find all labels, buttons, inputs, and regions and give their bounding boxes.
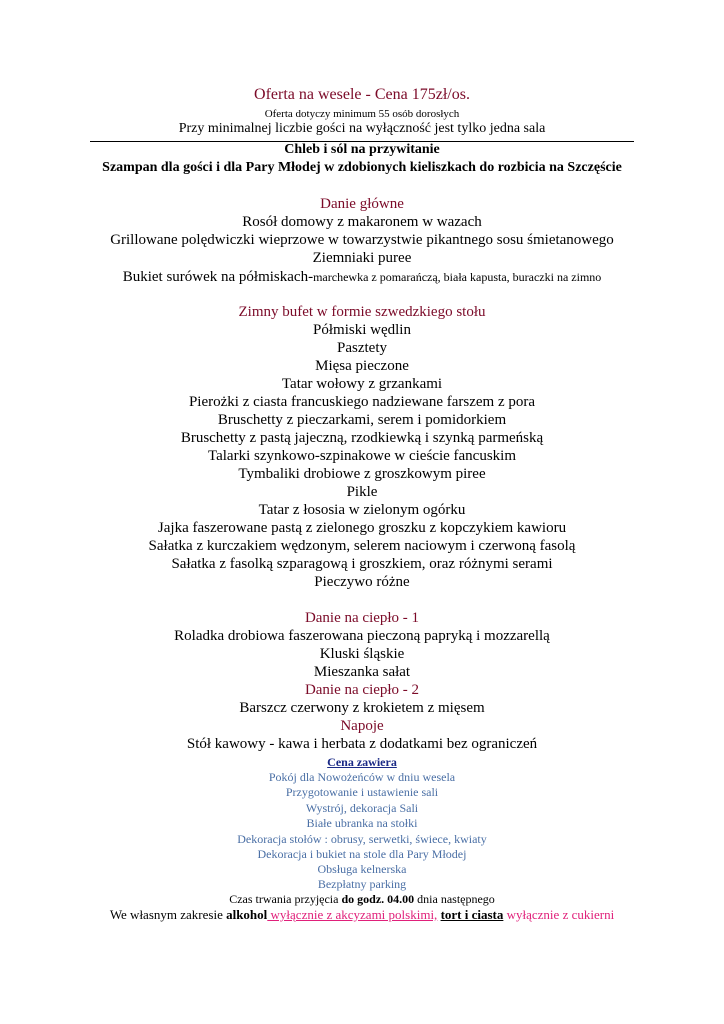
buffet-item: Bruschetty z pastą jajeczną, rzodkiewką i szynką parmeńską bbox=[180, 430, 544, 446]
drinks-item: Stół kawowy - kawa i herbata z dodatkami bez ograniczeń bbox=[186, 736, 538, 752]
alcohol-label: alkohol bbox=[226, 907, 268, 922]
cold-buffet-heading: Zimny bufet w formie szwedzkiego stołu bbox=[238, 304, 486, 320]
salads-main: Bukiet surówek na półmiskach- bbox=[122, 269, 314, 285]
buffet-item: Tymbaliki drobiowe z groszkowym piree bbox=[238, 466, 486, 482]
buffet-item: Talarki szynkowo-szpinakowe w cieście fancuskim bbox=[207, 448, 516, 464]
buffet-item: Sałatka z kurczakiem wędzonym, selerem naciowym i czerwoną fasolą bbox=[148, 538, 576, 554]
includes-item: Białe ubranka na stołki bbox=[306, 816, 418, 830]
duration-text: Czas trwania przyjęcia bbox=[229, 892, 342, 906]
cake-label: tort i ciasta bbox=[440, 907, 504, 922]
alcohol-condition: wyłącznie z akcyzami polskimi, bbox=[267, 907, 438, 922]
exclusive-note: Przy minimalnej liczbie gości na wyłączność jest tylko jedna sala bbox=[178, 121, 546, 136]
duration-line bbox=[0, 892, 724, 907]
buffet-item: Pierożki z ciasta francuskiego nadziewane farszem z pora bbox=[188, 394, 536, 410]
hot-dish-2-item: Barszcz czerwony z krokietem z mięsem bbox=[239, 700, 485, 716]
buffet-item: Sałatka z fasolką szparagową i groszkiem, oraz różnymi serami bbox=[171, 556, 553, 572]
cake-condition: wyłącznie z cukierni bbox=[503, 907, 615, 922]
bread-salt-line: Chleb i sól na przywitanie bbox=[284, 142, 440, 157]
buffet-item: Pikle bbox=[346, 484, 378, 500]
includes-item: Dekoracja i bukiet na stole dla Pary Młodej bbox=[257, 847, 467, 861]
includes-heading: Cena zawiera bbox=[327, 755, 397, 769]
hot-dish-2-heading: Danie na ciepło - 2 bbox=[304, 682, 420, 698]
own-supplies-line bbox=[0, 907, 724, 923]
min-guests-note: Oferta dotyczy minimum 55 osób dorosłych bbox=[264, 108, 460, 120]
drinks-heading: Napoje bbox=[340, 718, 384, 734]
buffet-item: Pieczywo różne bbox=[314, 574, 410, 590]
buffet-item: Pasztety bbox=[337, 340, 387, 356]
buffet-item: Mięsa pieczone bbox=[315, 358, 409, 374]
hot-dish-1-item: Mieszanka sałat bbox=[313, 664, 411, 680]
duration-time: do godz. 04.00 bbox=[341, 892, 415, 906]
main-dish-item: Grillowane polędwiczki wieprzowe w towarzystwie pikantnego sosu śmietanowego bbox=[110, 232, 614, 248]
includes-item: Pokój dla Nowożeńców w dniu wesela bbox=[268, 770, 456, 784]
buffet-item: Jajka faszerowane pastą z zielonego groszku z kopczykiem kawioru bbox=[157, 520, 567, 536]
hot-dish-1-item: Kluski śląskie bbox=[319, 646, 405, 662]
duration-suffix: dnia następnego bbox=[414, 892, 495, 906]
includes-item: Obsługa kelnerska bbox=[317, 862, 407, 876]
salads-line bbox=[0, 268, 724, 286]
main-dish-item: Ziemniaki puree bbox=[312, 250, 412, 266]
buffet-item: Półmiski wędlin bbox=[313, 322, 411, 338]
includes-item: Przygotowanie i ustawienie sali bbox=[285, 785, 439, 799]
offer-title: Oferta na wesele - Cena 175zł/os. bbox=[254, 86, 470, 103]
buffet-item: Bruschetty z pieczarkami, serem i pomidorkiem bbox=[217, 412, 507, 428]
includes-item: Bezpłatny parking bbox=[317, 877, 407, 891]
buffet-item: Tatar wołowy z grzankami bbox=[281, 376, 443, 392]
includes-item: Dekoracja stołów : obrusy, serwetki, świece, kwiaty bbox=[237, 832, 487, 846]
buffet-item: Tatar z łososia w zielonym ogórku bbox=[258, 502, 466, 518]
main-dish-item: Rosół domowy z makaronem w wazach bbox=[242, 214, 482, 230]
hot-dish-1-item: Roladka drobiowa faszerowana pieczoną papryką i mozzarellą bbox=[174, 628, 550, 644]
own-supplies-text: We własnym zakresie bbox=[109, 907, 227, 922]
hot-dish-1-heading: Danie na ciepło - 1 bbox=[304, 610, 420, 626]
main-dishes-heading: Danie główne bbox=[320, 196, 404, 212]
champagne-line: Szampan dla gości i dla Pary Młodej w zdobionych kieliszkach do rozbicia na Szczęście bbox=[102, 160, 622, 175]
salads-detail: marchewka z pomarańczą, biała kapusta, buraczki na zimno bbox=[313, 270, 602, 284]
includes-item: Wystrój, dekoracja Sali bbox=[305, 801, 419, 815]
